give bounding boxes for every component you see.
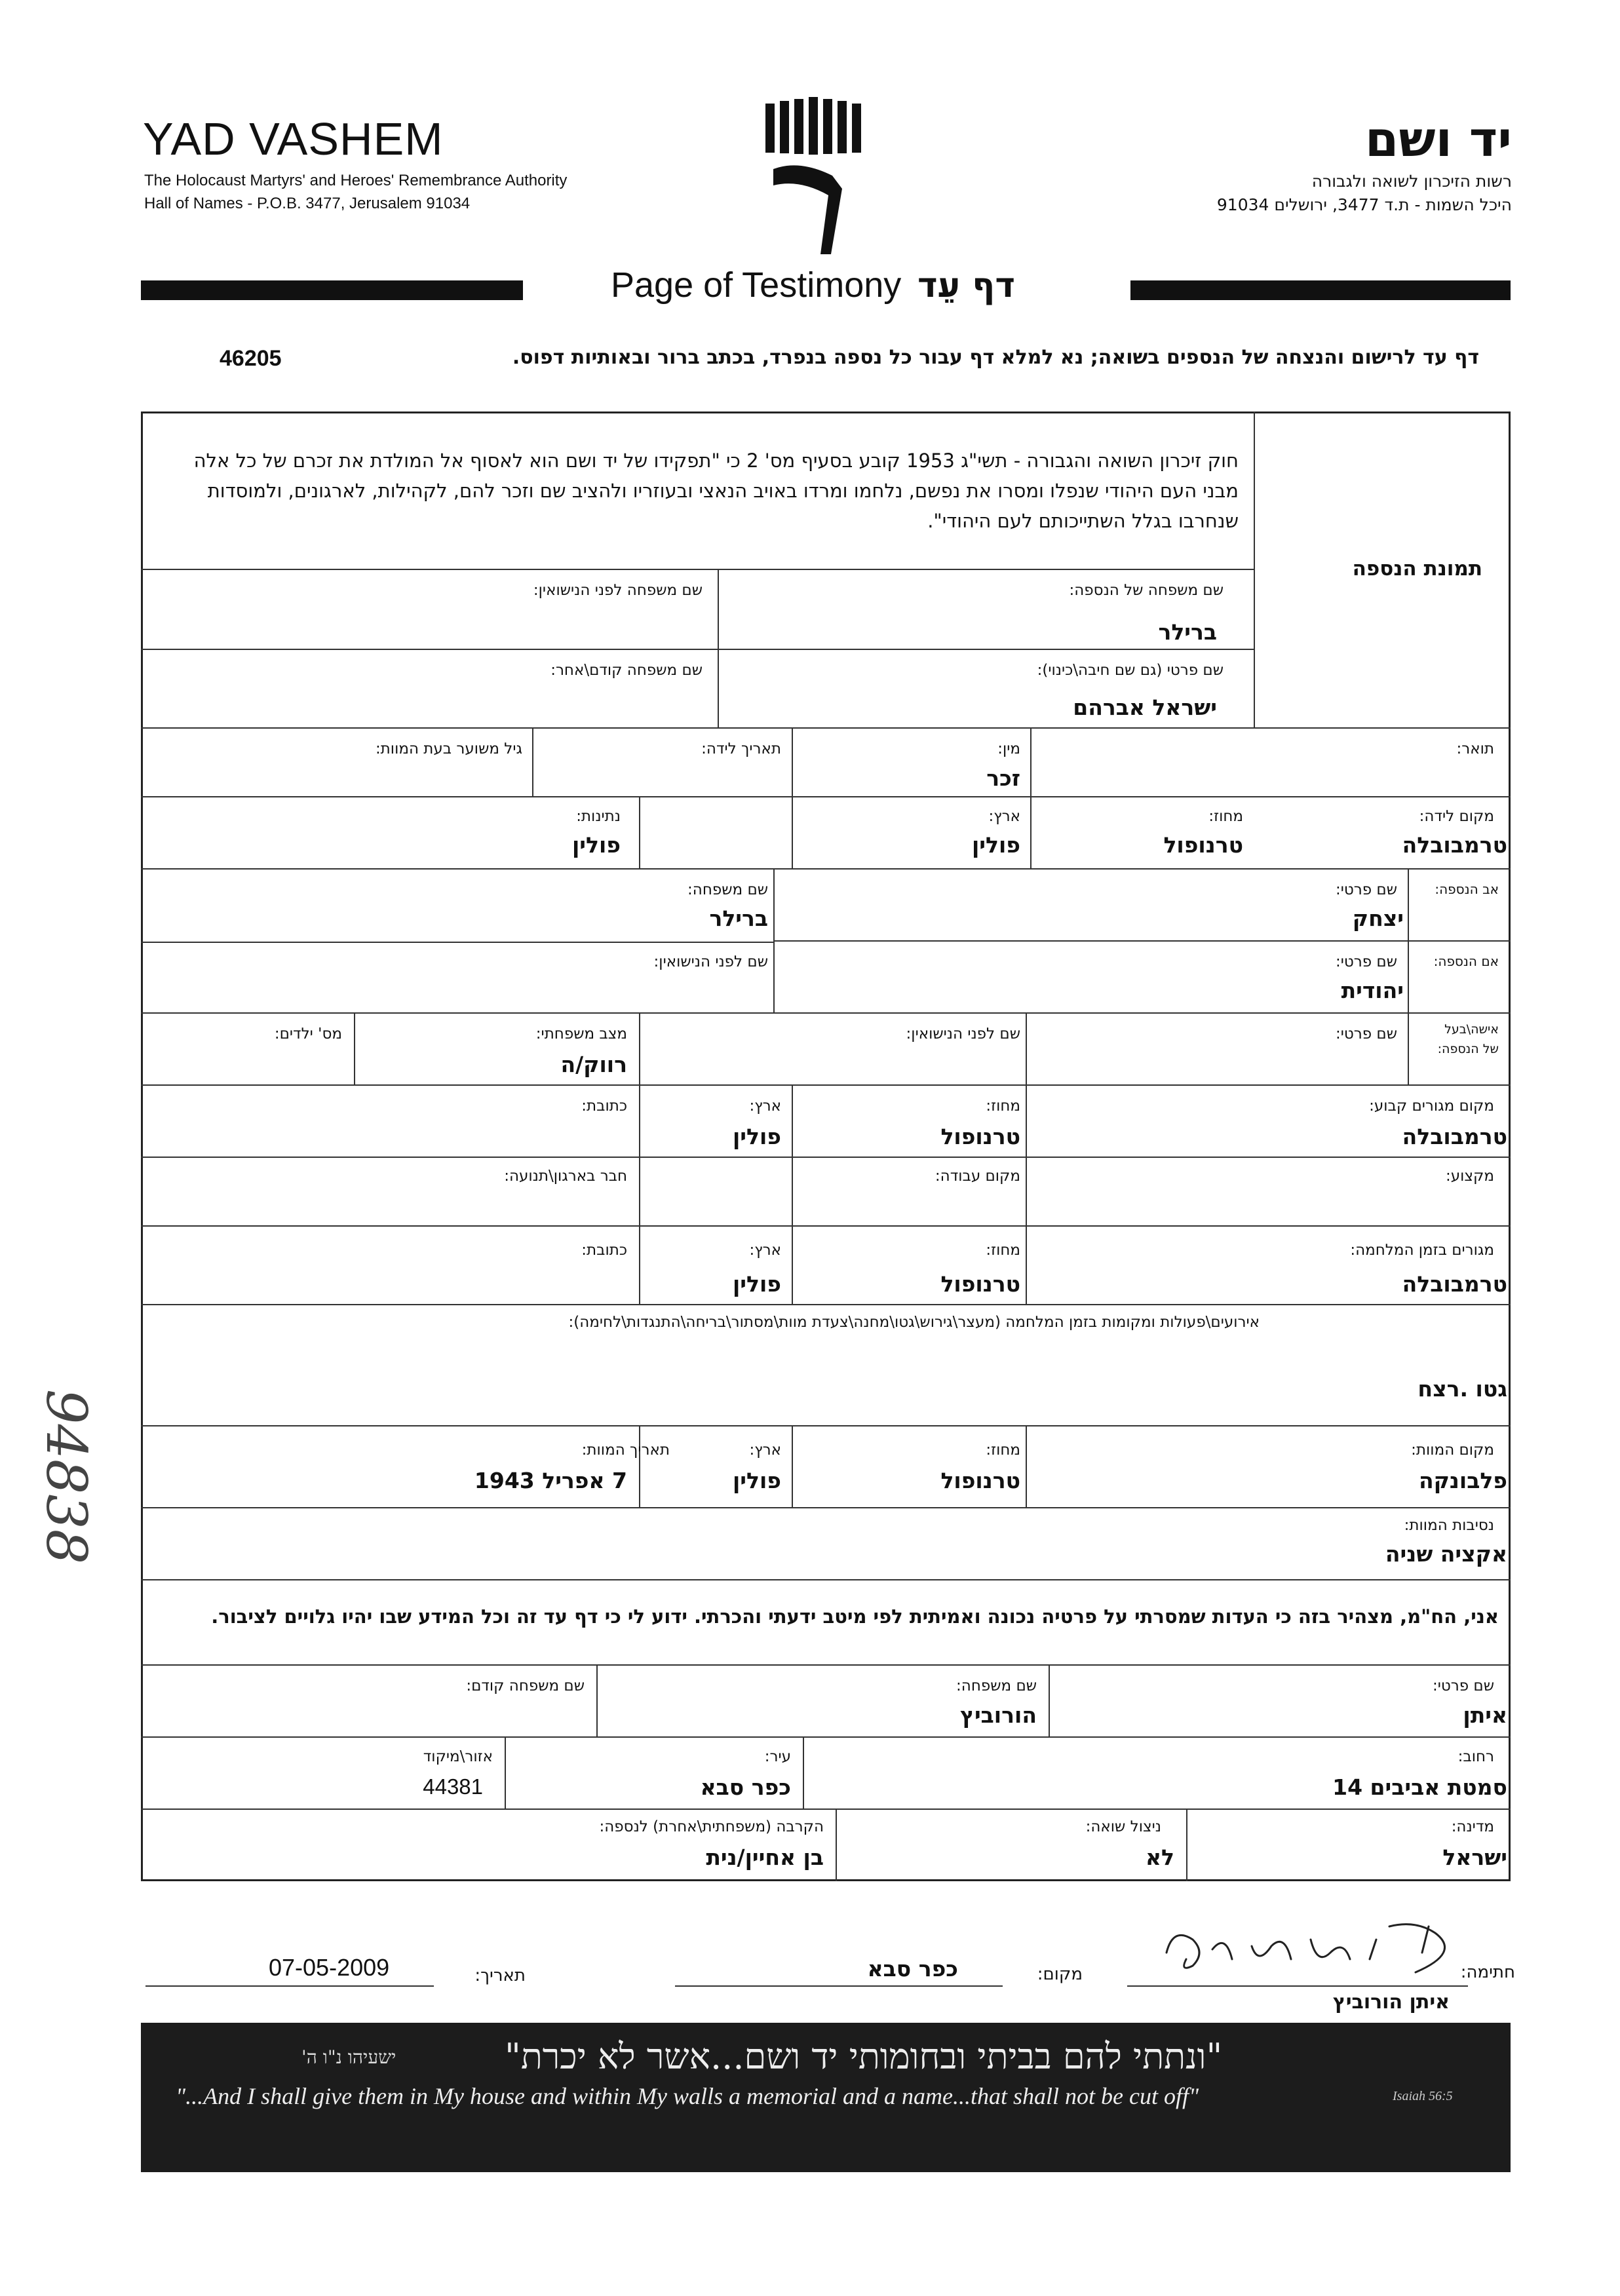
title-bar-left	[141, 280, 523, 300]
mother-maiden-label: שם לפני הנישואין:	[653, 953, 768, 970]
yad-vashem-logo	[760, 97, 878, 261]
marital-value: רווק/ה	[560, 1052, 627, 1077]
nationality-label: נתינות:	[576, 808, 621, 825]
country-value: ישראל	[1442, 1845, 1507, 1870]
footer-source-en: Isaiah 56:5	[1393, 2089, 1453, 2103]
title-label: תואר:	[1456, 740, 1494, 757]
birth-date-label: תאריך לידה:	[701, 740, 781, 757]
birth-district-label: מחוז:	[1208, 808, 1243, 825]
country-label: מדינה:	[1451, 1818, 1494, 1835]
first-name-value: ישראל אברהם	[1073, 695, 1217, 720]
war-residence-label: מגורים בזמן המלחמה:	[1350, 1242, 1494, 1259]
survivor-label: ניצול שואה:	[1085, 1818, 1161, 1835]
events-label: אירועים\פעולות ומקומות בזמן המלחמה (מעצר\גירוש\גטו\מחנה\צעדת מוות\מסתור\בריחה\התנגדות\לחימה):	[568, 1314, 1260, 1331]
res-country-value: פולין	[732, 1124, 781, 1149]
org-name-en: YAD VASHEM	[143, 113, 444, 164]
submitter-first-label: שם פרטי:	[1432, 1677, 1494, 1694]
spouse-maiden-label: שם לפני הנישואין:	[906, 1025, 1020, 1043]
submitter-surname-value: הורוביץ	[960, 1702, 1037, 1728]
birth-country-label: ארץ:	[988, 808, 1020, 825]
address-he: היכל השמות - ת.ד 3477, ירושלים 91034	[1216, 195, 1512, 214]
date-label: תאריך:	[474, 1966, 526, 1985]
survivor-value: לא	[1146, 1845, 1174, 1870]
age-label: גיל משוער בעת המוות:	[375, 740, 522, 757]
death-date-label: תאריך המוות:	[581, 1442, 670, 1459]
father-surname-label: שם משפחה:	[687, 881, 768, 898]
father-first-label: שם פרטי:	[1335, 881, 1397, 898]
submitter-prev-surname-label: שם משפחה קודם:	[466, 1677, 585, 1694]
instructions: דף עד לרישום והנצחה של הנספים בשואה; נא למלא דף עבור כל נספה בנפרד, בכתב ברור ובאותיות דפוס.	[512, 346, 1479, 369]
war-country-label: ארץ:	[749, 1242, 781, 1259]
death-circ-label: נסיבות המוות:	[1404, 1517, 1494, 1534]
war-address-label: כתובת:	[581, 1242, 627, 1259]
form-title-he: דף עֵד	[917, 266, 1015, 305]
title-bar-right	[1130, 280, 1511, 300]
maiden-label: שם משפחה לפני הנישואין:	[533, 582, 703, 599]
city-label: עיר:	[764, 1748, 791, 1765]
res-district-value: טרנופול	[940, 1124, 1020, 1149]
birth-country-value: פולין	[971, 832, 1020, 858]
first-name-label: שם פרטי (גם שם חיבה\כינוי):	[1037, 662, 1224, 679]
res-district-label: מחוז:	[986, 1098, 1020, 1115]
mother-first-label: שם פרטי:	[1335, 953, 1397, 970]
residence-label: מקום מגורים קבוע:	[1369, 1098, 1494, 1115]
submitter-surname-label: שם משפחה:	[956, 1677, 1037, 1694]
zip-label: אזור\מיקוד	[423, 1748, 493, 1765]
photo-label: תמונת הנספה	[1352, 557, 1482, 581]
death-country-value: פולין	[732, 1468, 781, 1493]
submitter-first-value: איתן	[1463, 1702, 1507, 1728]
handwritten-signature	[1153, 1913, 1468, 1992]
street-value: סמטת אביבים 14	[1332, 1774, 1507, 1800]
workplace-label: מקום עבודה:	[935, 1168, 1020, 1185]
death-country-label: ארץ:	[749, 1442, 781, 1459]
relation-label: הקרבה (משפחתית\אחרת) לנספה:	[599, 1818, 824, 1835]
death-date-value: 7 אפריל 1943	[474, 1468, 627, 1493]
date-value: 07-05-2009	[269, 1954, 390, 1981]
profession-label: מקצוע:	[1446, 1168, 1494, 1185]
death-place-label: מקום המוות:	[1411, 1442, 1494, 1459]
footer-quote-he: "ונתתי להם בביתי ובחומותי יד ושם...אשר לא יכרת"	[505, 2036, 1223, 2077]
form-title-en: Page of Testimony	[611, 265, 902, 305]
death-circ-value: אקציה שניה	[1385, 1541, 1507, 1567]
street-label: רחוב:	[1457, 1748, 1494, 1765]
events-value: גטו .רצח	[1418, 1376, 1507, 1402]
war-district-value: טרנופול	[940, 1271, 1020, 1297]
authority-he: רשות הזיכרון לשואה ולגבורה	[1311, 172, 1512, 191]
law-text: חוק זיכרון השואה והגבורה - תשי"ג 1953 קובע בסעיף מס' 2 כי "תפקידו של יד ושם הוא לאסוף אל המולדת את זכרם של כל אלה מבני העם היהודי שנפלו ומסרו את נפשם, נלחמו ומרדו באויב הנאצי ובעוזריו ולהציב שם וזכר להם, לקהילות, לארגונים, ולמוסדות שנחרבו בגלל השתייכותם לעם היהודי".	[193, 450, 1239, 532]
org-name-he: יד ושם	[1364, 111, 1512, 168]
gender-label: מין:	[997, 740, 1020, 757]
war-district-label: מחוז:	[986, 1242, 1020, 1259]
father-label: אב הנספה:	[1435, 881, 1499, 897]
spouse-first-label: שם פרטי:	[1335, 1025, 1397, 1043]
gender-value: זכר	[986, 765, 1020, 791]
father-surname-value: ברילר	[709, 906, 768, 931]
margin-number: 94838	[34, 1389, 98, 1565]
mother-label: אם הנספה:	[1433, 953, 1499, 969]
war-country-value: פולין	[732, 1271, 781, 1297]
footer-source-he: ישעיהו נ"ו ה'	[301, 2046, 396, 2068]
footer-quote-en: "...And I shall give them in My house and within My walls a memorial and a name...that shall not be cut off"	[176, 2083, 1199, 2109]
res-country-label: ארץ:	[749, 1098, 781, 1115]
relation-value: בן אחיין/נית	[706, 1845, 824, 1870]
death-district-label: מחוז:	[986, 1442, 1020, 1459]
prev-surname-label: שם משפחה קודם\אחר:	[550, 662, 703, 679]
org-member-label: חבר בארגון\תנועה:	[504, 1168, 627, 1185]
residence-value: טרמבובלה	[1402, 1124, 1507, 1149]
children-label: מס' ילדים:	[274, 1025, 342, 1043]
signature-label: חתימה:	[1460, 1962, 1515, 1982]
death-place-value: פלבונקה	[1418, 1468, 1507, 1493]
place-line	[675, 1985, 1003, 1987]
birth-district-value: טרנופול	[1163, 832, 1243, 858]
city-value: כפר סבא	[700, 1774, 791, 1800]
spouse-label-2: של הנספה:	[1437, 1042, 1499, 1056]
date-line	[145, 1985, 434, 1987]
birthplace-label: מקום לידה:	[1419, 808, 1494, 825]
declaration: אני, הח"מ, מצהיר בזה כי העדות שמסרתי על פרטיה נכונה ואמיתית לפי מיטב ידעתי והכרתי. ידוע לי כי דף עד זה וכל המידע שבו יהיו גלויים לציבור.	[211, 1605, 1499, 1628]
surname-label: שם משפחה של הנספה:	[1069, 582, 1224, 599]
surname-value: ברילר	[1158, 619, 1217, 645]
place-label: מקום:	[1037, 1964, 1083, 1984]
zip-value: 44381	[423, 1774, 483, 1799]
mother-first-value: יהודית	[1341, 978, 1404, 1003]
nationality-value: פולין	[571, 832, 621, 858]
birthplace-value: טרמבובלה	[1402, 832, 1507, 858]
war-residence-value: טרמבובלה	[1402, 1271, 1507, 1297]
form-box	[141, 411, 1511, 1881]
death-district-value: טרנופול	[940, 1468, 1020, 1493]
form-number: 46205	[220, 346, 282, 371]
signer-name: איתן הורוביץ	[1332, 1991, 1450, 2014]
place-value: כפר סבא	[867, 1956, 958, 1981]
address-en: Hall of Names - P.O.B. 3477, Jerusalem 91034	[144, 195, 471, 212]
authority-en: The Holocaust Martyrs' and Heroes' Remembrance Authority	[144, 172, 568, 189]
res-address-label: כתובת:	[581, 1098, 627, 1115]
marital-label: מצב משפחתי:	[535, 1025, 627, 1043]
spouse-label-1: אישה\בעל	[1444, 1022, 1499, 1037]
father-first-value: יצחק	[1352, 906, 1404, 931]
